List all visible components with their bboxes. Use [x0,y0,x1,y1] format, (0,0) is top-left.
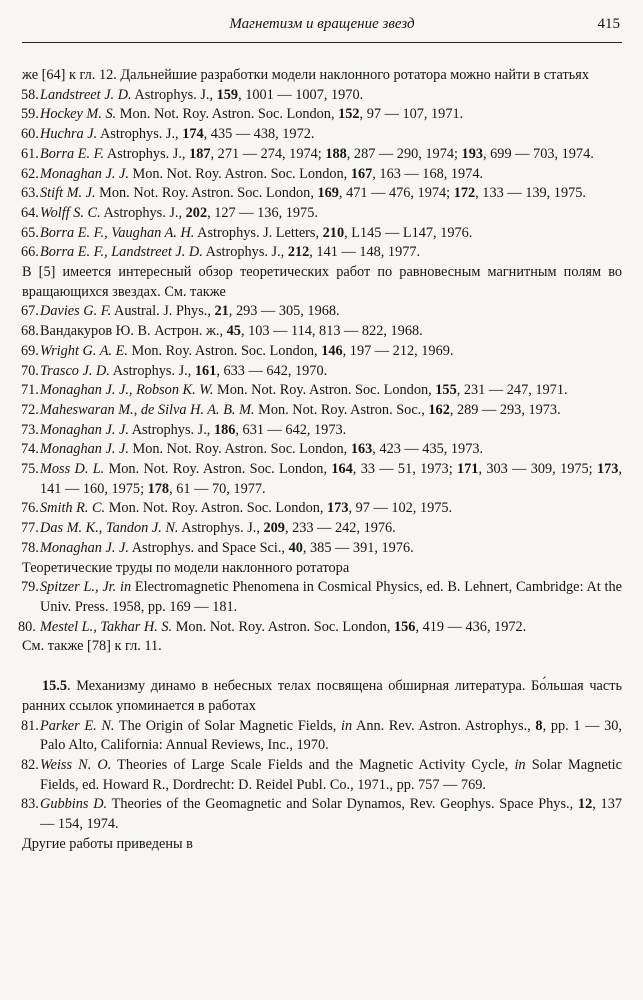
reference-number: 71. [21,382,39,399]
reference-text: Austral. J. Phys., [111,303,215,320]
reference-number: 72. [21,401,39,418]
reference-italic: in [341,717,353,734]
reference-list-2 [22,302,622,558]
reference-text: Mon. Not. Roy. Astron. Soc. London, [116,106,339,123]
reference-text: Astrophys. J., [97,126,183,143]
reference-text: Mon. Not. Roy. Astron. Soc. London, [172,618,394,635]
reference-volume: 188 [325,145,347,162]
reference-authors: Monaghan J. J. [40,165,129,182]
reference-text: , 631 — 642, 1973. [235,421,347,438]
reference-volume: 146 [321,342,343,359]
reference-text: , 141 — 160, 1975; [40,461,622,497]
reference-authors: Spitzer L., Jr. [40,579,117,596]
reference-volume: 8 [535,717,543,734]
reference-number: 74. [21,441,39,458]
reference-volume: 162 [428,401,450,418]
reference-item [22,105,622,125]
reference-authors: Landstreet J. D. [40,86,132,103]
reference-number: 75. [21,461,39,478]
reference-number: 66. [21,244,39,261]
reference-item [22,578,622,617]
reference-authors: Moss D. L. [40,461,105,478]
reference-number: 80. [18,618,36,635]
reference-item [22,86,622,106]
reference-number: 81. [21,717,39,734]
reference-volume: 202 [185,204,208,221]
see-also-paragraph: См. также [78] к гл. 11. [22,638,162,655]
reference-text: , 231 — 247, 1971. [456,382,568,399]
reference-authors: Wolff S. C. [40,204,101,221]
reference-list-4 [22,717,622,835]
reference-text: , 197 — 212, 1969. [342,342,454,359]
reference-authors: Weiss N. O. [40,756,112,773]
reference-item [22,322,622,342]
reference-item [22,795,622,834]
reference-number: 60. [21,126,39,143]
reference-volume: 21 [214,303,229,320]
reference-number: 79. [21,579,39,596]
reference-volume: 167 [350,165,373,182]
reference-text: Electromagnetic Phenomena in Cosmical Physics, ed. B. Lehnert, Cambridge: At the Univ. Press. 1958, pp. 169 — 181. [40,579,622,615]
reference-authors: Borra E. F., Landstreet J. D. [40,244,203,261]
reference-volume: 155 [435,382,457,399]
reference-number: 62. [21,165,39,182]
reference-item [22,302,622,322]
reference-number: 82. [21,756,39,773]
page-number: 415 [597,16,620,32]
reference-number: 69. [21,342,39,359]
reference-number: 67. [21,303,39,320]
reference-volume: 173 [596,461,619,478]
reference-text: Mon. Roy. Astron. Soc. London, [127,342,322,359]
reference-item [18,618,622,638]
reference-volume: 174 [182,126,204,143]
reference-text: Mon. Not. Roy. Astron. Soc. London, [104,461,332,478]
reference-number: 64. [21,204,39,221]
reference-item [22,224,622,244]
reference-number: 70. [21,362,39,379]
page-body [18,66,623,854]
reference-volume: 152 [338,106,360,123]
reference-authors: Parker E. N. [40,717,115,734]
reference-number: 65. [21,224,39,241]
running-header [22,12,622,43]
reference-text: Astrophys. J., [128,421,214,438]
reference-number: 73. [21,421,39,438]
reference-text: Mon. Not. Roy. Astron. Soc. London, [105,500,328,517]
reference-item [22,145,622,165]
reference-text: , 435 — 438, 1972. [203,126,315,143]
reference-volume: 156 [394,618,416,635]
reference-item [22,204,622,224]
section-paragraph [22,677,622,716]
reference-text: Вандакуров Ю. В. Астрон. ж., [40,323,227,340]
reference-text: Mon. Not. Roy. Astron. Soc. London, [213,382,436,399]
reference-text: , 33 — 51, 1973; [352,461,457,478]
reference-volume: 210 [322,224,345,241]
reference-text: , pp. 1 — 30, Palo Alto, California: Annual Reviews, Inc., 1970. [40,717,623,754]
reference-item [22,165,622,185]
reference-item [22,499,622,519]
reference-text: , 103 — 114, 813 — 822, 1968. [240,323,423,340]
reference-text: , L145 — L147, 1976. [344,224,473,241]
reference-item [22,756,622,795]
reference-volume: 163 [350,441,373,458]
reference-number: 58. [21,86,39,103]
oblique-rotator-paragraph: Теоретические труды по модели наклонного ротатора [22,559,350,576]
reference-volume: 186 [213,421,236,438]
reference-item [22,421,622,441]
reference-text: Astrophys. J., [109,362,195,379]
reference-volume: 187 [189,145,211,162]
intro-paragraph: же [64] к гл. 12. Дальнейшие разработки модели наклонного ротатора можно найти в статьях [22,67,590,83]
reference-authors: Monaghan J. J. [40,441,129,458]
reference-item [22,243,622,263]
reference-text: Mon. Not. Roy. Astron. Soc. London, [95,185,318,202]
reference-item [22,125,622,145]
reference-volume: 172 [453,185,476,202]
reference-authors: Monaghan J. J., Robson K. W. [40,382,214,399]
reference-text: , 97 — 102, 1975. [348,500,453,517]
reference-item [22,440,622,460]
reference-text: , 633 — 642, 1970. [216,362,328,379]
reference-text: Astrophys. J. Letters, [194,224,323,241]
reference-text: Astrophys. J., [104,145,190,162]
reference-authors: Smith R. C. [40,500,106,517]
reference-text: Mon. Not. Roy. Astron. Soc. London, [128,441,351,458]
reference-text: , 141 — 148, 1977. [309,244,421,261]
reference-item [22,381,622,401]
reference-text: , 61 — 70, 1977. [169,480,266,497]
reference-text: Mon. Not. Roy. Astron. Soc., [254,401,429,418]
reference-volume: 209 [263,520,285,537]
reference-text: , 303 — 309, 1975; [478,461,597,478]
reference-text: , 287 — 290, 1974; [346,145,462,162]
reference-volume: 212 [287,244,310,261]
reference-volume: 164 [331,461,353,478]
reference-number: 63. [21,185,39,202]
reference-authors: Davies G. F. [40,303,112,320]
reference-volume: 171 [457,461,479,478]
reference-number: 77. [21,520,39,537]
reference-volume: 193 [461,145,483,162]
reference-text: , 233 — 242, 1976. [284,520,396,537]
reference-item [22,362,622,382]
reference-authors: Wright G. A. E. [40,342,128,359]
reference-item [22,460,622,499]
reference-text: , 1001 — 1007, 1970. [238,86,364,103]
reference-text: Theories of the Geomagnetic and Solar Dynamos, Rev. Geophys. Space Phys., [107,796,578,813]
reference-authors: Maheswaran M., de Silva H. A. B. M. [40,401,255,418]
reference-text: Astrophys. and Space Sci., [128,539,289,556]
reference-volume: 40 [288,539,303,556]
reference-text: Astrophys. J., [178,520,264,537]
reference-text: , 293 — 305, 1968. [228,303,340,320]
reference-list-3 [18,578,622,637]
reference-number: 61. [21,145,39,162]
reference-text: Ann. Rev. Astron. Astrophys., [352,717,536,734]
reference-volume: 169 [317,185,339,202]
reference-text: , 423 — 435, 1973. [372,441,484,458]
reference-number: 59. [21,106,39,123]
reference-text: The Origin of Solar Magnetic Fields, [114,717,342,734]
reference-item [22,539,622,559]
reference-authors: Mestel L., Takhar H. S. [40,618,173,635]
section-number: 15.5 [42,678,68,695]
reference-italic: in [514,756,526,773]
reference-volume: 178 [147,480,170,497]
reference-authors: Stift M. J. [40,185,96,202]
reference-text: , 385 — 391, 1976. [302,539,414,556]
reference-authors: Monaghan J. J. [40,539,129,556]
reference-authors: Borra E. F. [40,145,105,162]
reference-italic: in [120,579,132,596]
reference-number: 83. [21,796,39,813]
reference-item [22,401,622,421]
running-title: Магнетизм и вращение звезд [229,16,415,32]
reference-authors: Hockey M. S. [40,106,117,123]
reference-text: , 419 — 436, 1972. [415,618,527,635]
reference-item [22,717,622,756]
reference-authors: Trasco J. D. [40,362,110,379]
reference-number: 76. [21,500,39,517]
reference-text: , 133 — 139, 1975. [475,185,586,202]
reference-authors: Gubbins D. [40,796,108,813]
reference-text: Astrophys. J., [202,244,288,261]
reference-item [22,342,622,362]
reference-number: 78. [21,539,39,556]
reference-text: , 97 — 107, 1971. [359,106,464,123]
reference-volume: 173 [327,500,349,517]
reference-volume: 45 [226,323,241,340]
reference-item [22,519,622,539]
reference-text: , 127 — 136, 1975. [207,204,318,221]
reference-authors: Huchra J. [40,126,98,143]
reference-number: 68. [21,323,39,340]
reference-authors: Das M. K., Tandon J. N. [40,520,179,537]
reference-item [22,184,622,204]
reference-text: , 163 — 168, 1974. [372,165,484,182]
reference-authors: Monaghan J. J. [40,421,129,438]
reference-text: , 289 — 293, 1973. [449,401,561,418]
reference-text: Theories of Large Scale Fields and the Magnetic Activity Cycle, [111,756,515,773]
reference-text: , 699 — 703, 1974. [483,145,594,162]
reference-text: Astrophys. J., [131,86,217,103]
section-text: . Механизму динамо в небесных телах посвящена обширная литература. Бо́льшая часть ранних ссылок упоминается в работах [22,678,622,714]
reference-list-1 [22,86,622,263]
reference-text: , 471 — 476, 1974; [338,185,454,202]
reference-text: Solar Magnetic Fields, ed. Howard R., Dordrecht: D. Reidel Publ. Co., 1971., pp. 757 — 769. [40,756,622,793]
closing-paragraph: Другие работы приведены в [22,835,193,852]
reference-text: Astrophys. J., [100,204,186,221]
reference-text: , 271 — 274, 1974; [210,145,326,162]
reference-volume: 161 [194,362,217,379]
reference-text: , 137 — 154, 1974. [40,796,622,833]
reference-text: Mon. Not. Roy. Astron. Soc. London, [128,165,351,182]
reference-volume: 12 [577,796,593,813]
reference-authors: Borra E. F., Vaughan A. H. [40,224,195,241]
reference-volume: 159 [216,86,239,103]
review-paragraph: В [5] имеется интересный обзор теоретических работ по равновесным магнитным полям во вращающихся звездах. См. также [22,264,622,300]
